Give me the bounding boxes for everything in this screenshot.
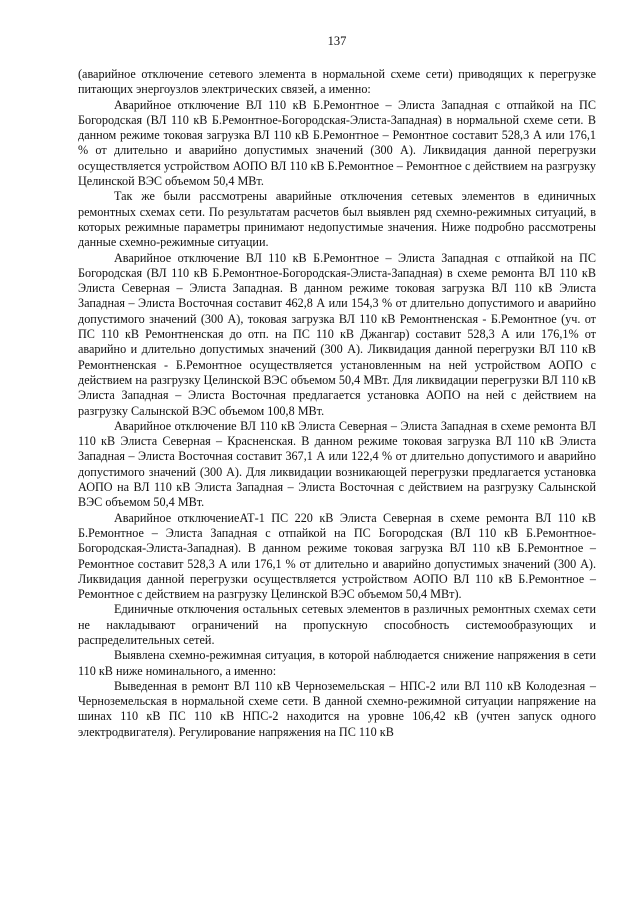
paragraph-voltage-drop-details: Выведенная в ремонт ВЛ 110 кВ Черноземельская – НПС-2 или ВЛ 110 кВ Колодезная – Черноземельская в нормальной схеме сети. В данной схемно-режимной ситуации напряжение на шинах 110 кВ ПС 110 кВ НПС-2 находится на уровне 106,42 кВ (учтен запуск одного электродвигателя). Регулирование напряжения на ПС 110 кВ: [78, 678, 596, 739]
paragraph-single-outages-summary: Единичные отключения остальных сетевых элементов в различных ремонтных схемах сети не накладывают ограничений на пропускную способность системообразующих и распределительных сетей.: [78, 602, 596, 647]
paragraph-outage-repair-elista-severnaya: Аварийное отключение ВЛ 110 кВ Б.Ремонтное – Элиста Западная с отпайкой на ПС Богородская (ВЛ 110 кВ Б.Ремонтное-Богородская-Элиста-Западная) в схеме ремонта ВЛ 110 кВ Элиста Северная – Элиста Западная. В данном режиме токовая загрузка ВЛ 110 кВ Элиста Западная – Элиста Восточная составит 462,8 А или 154,3 % от длительно допустимого и аварийно допустимого значений (300 А), токовая загрузка ВЛ 110 кВ Ремонтненская - Б.Ремонтное (уч. от ПС 110 кВ Ремонтненская до отп. на ПС 110 кВ Джангар) составит 528,3 А или 176,1% от аварийно и длительно допустимых значений (300 А). Ликвидация данной перегрузки ВЛ 110 кВ Ремонтненская - Б.Ремонтное осуществляется установленным на ней устройством АОПО с действием на разгрузку Целинской ВЭС объемом 50,4 МВт. Для ликвидации перегрузки ВЛ 110 кВ Элиста Западная – Элиста Восточная предлагается установка АОПО на ней с действием на разгрузку Салынской ВЭС объемом 100,8 МВт.: [78, 250, 596, 418]
paragraph-outage-at1: Аварийное отключениеАТ-1 ПС 220 кВ Элиста Северная в схеме ремонта ВЛ 110 кВ Б.Ремонтное – Элиста Западная с отпайкой на ПС Богородская (ВЛ 110 кВ Б.Ремонтное-Богородская-Элиста-Западная). В данном режиме токовая загрузка ВЛ 110 кВ Б.Ремонтное – Ремонтное составит 528,3 А или 176,1 % от длительно и аварийно допустимых значений (300 А). Ликвидация данной перегрузки осуществляется устройством АОПО ВЛ 110 кВ Б.Ремонтное – Ремонтное с действием на разгрузку Целинской ВЭС объемом 50,4 МВт).: [78, 510, 596, 602]
paragraph-outage-normal-scheme: Аварийное отключение ВЛ 110 кВ Б.Ремонтное – Элиста Западная с отпайкой на ПС Богородская (ВЛ 110 кВ Б.Ремонтное-Богородская-Элиста-Западная) в нормальной схеме сети. В данном режиме токовая загрузка ВЛ 110 кВ Б.Ремонтное – Ремонтное составит 528,3 А или 176,1 % от длительно и аварийно допустимых значений (300 А). Ликвидация данной перегрузки осуществляется устройством АОПО ВЛ 110 кВ Б.Ремонтное – Ремонтное с действием на разгрузку Целинской ВЭС объемом 50,4 МВт.: [78, 97, 596, 189]
page-number: 137: [327, 34, 347, 48]
paragraph-voltage-drop-intro: Выявлена схемно-режимная ситуация, в которой наблюдается снижение напряжения в сети 110 кВ ниже номинального, а именно:: [78, 648, 596, 678]
paragraph-outage-repair-krasnenskaya: Аварийное отключение ВЛ 110 кВ Элиста Северная – Элиста Западная в схеме ремонта ВЛ 110 кВ Элиста Северная – Красненская. В данном режиме токовая загрузка ВЛ 110 кВ Элиста Западная – Элиста Восточная составит 367,1 А или 122,4 % от длительно допустимого и аварийно допустимого значений (300 А). Для ликвидации возникающей перегрузки предлагается установка АОПО на ВЛ 110 кВ Элиста Западная – Элиста Восточная с действием на разгрузку Салынской ВЭС объемом 50,4 МВт.: [78, 418, 596, 510]
document-page: [78, 34, 596, 740]
paragraph-repair-schemes-overview: Так же были рассмотрены аварийные отключения сетевых элементов в единичных ремонтных схемах сети. По результатам расчетов был выявлен ряд схемно-режимных ситуаций, в которых режимные параметры принимают недопустимые значения. Ниже подробно рассмотрены данные схемно-режимные ситуации.: [78, 189, 596, 250]
paragraph-intro: (аварийное отключение сетевого элемента в нормальной схеме сети) приводящих к перегрузке питающих энергоузлов электрических связей, а именно:: [78, 67, 596, 97]
